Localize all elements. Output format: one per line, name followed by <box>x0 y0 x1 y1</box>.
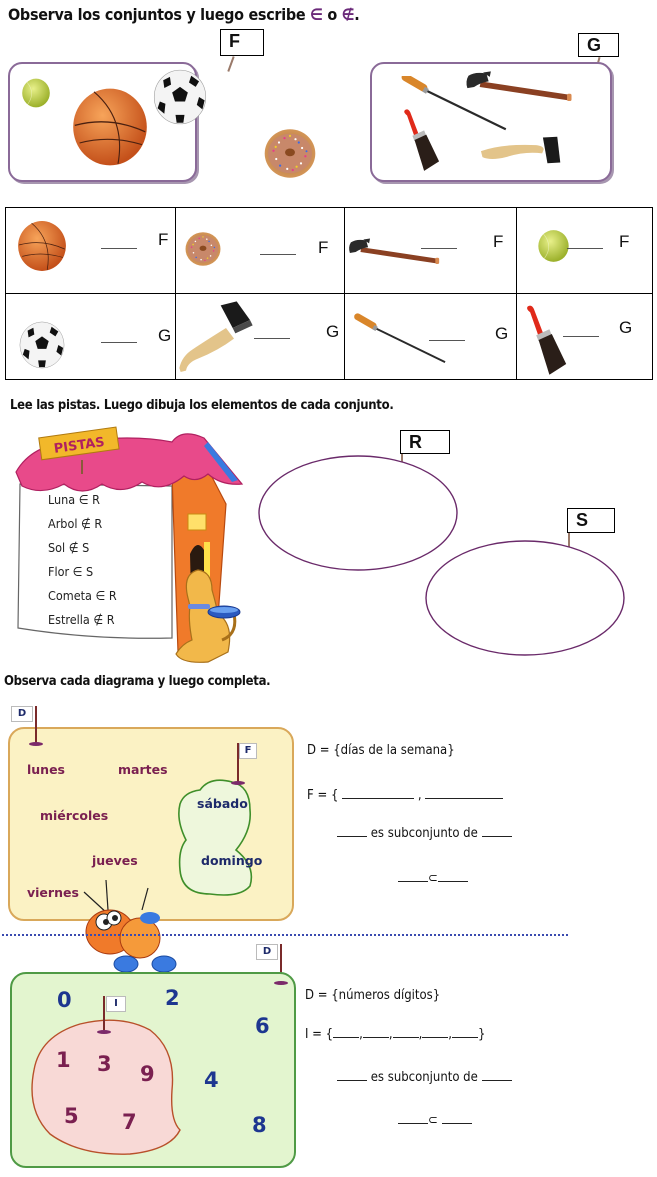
set-f-prefix: F = { <box>307 788 339 803</box>
digit-item: 6 <box>255 1014 270 1038</box>
digit-item: 4 <box>204 1068 219 1092</box>
day-item-inner: sábado <box>197 796 248 811</box>
answer-blank[interactable] <box>438 881 468 882</box>
comma: , <box>417 788 422 803</box>
set-d2-pinhead <box>274 981 288 985</box>
set-d2-flag <box>256 944 278 960</box>
set-f-fill-line <box>307 788 503 803</box>
day-item: jueves <box>92 853 138 868</box>
set-i-pin <box>103 996 105 1030</box>
set-letter: G <box>619 318 633 337</box>
answer-blank[interactable] <box>421 248 457 249</box>
set-letter: F <box>493 232 504 251</box>
set-f-pin <box>227 56 234 72</box>
set-i-pinhead <box>97 1030 111 1034</box>
definition-d-days: D = {días de la semana} <box>307 743 455 758</box>
set-f-flag-text: F <box>244 745 252 756</box>
answer-blank[interactable] <box>342 798 414 799</box>
set-d-flag-text: D <box>17 708 27 719</box>
digit-item-inner: 3 <box>97 1052 112 1076</box>
hammer-icon <box>347 232 443 272</box>
set-letter: G <box>495 324 509 343</box>
set-f-pin2 <box>237 743 239 783</box>
set-letter: F <box>318 238 329 257</box>
table-cell <box>345 208 517 294</box>
answer-blank[interactable] <box>567 248 603 249</box>
title-text: Observa los conjuntos y luego escribe <box>8 5 311 24</box>
subset-symbol-line-1 <box>398 871 468 886</box>
set-f-label <box>220 29 264 56</box>
exercise3-title: Observa cada diagrama y luego completa. <box>4 674 271 689</box>
basketball-icon <box>70 86 150 168</box>
answer-blank[interactable] <box>254 338 290 339</box>
subset-symbol: ⊂ <box>428 1113 438 1128</box>
basketball-icon <box>16 215 68 277</box>
answer-blank[interactable] <box>398 881 428 882</box>
set-letter: G <box>158 326 172 345</box>
subset-symbol-line-2 <box>398 1113 472 1128</box>
title-text-mid: o <box>322 5 342 24</box>
digit-item-inner: 1 <box>56 1048 71 1072</box>
table-cell <box>6 208 176 294</box>
answer-blank[interactable] <box>482 836 512 837</box>
set-letter: F <box>619 232 630 251</box>
digit-item-inner: 7 <box>122 1110 137 1134</box>
answer-blank[interactable] <box>363 1037 389 1038</box>
day-item: viernes <box>27 885 79 900</box>
set-i-flag <box>106 996 126 1012</box>
set-d-flag <box>11 706 33 722</box>
donut-icon <box>184 230 222 268</box>
digit-item-inner: 9 <box>140 1062 155 1086</box>
answer-blank[interactable] <box>337 836 367 837</box>
subset-sentence-1 <box>337 826 512 841</box>
exercise2-title: Lee las pistas. Luego dibuja los elementos de cada conjunto. <box>10 398 394 413</box>
set-i-fill-line <box>305 1027 485 1042</box>
answer-blank[interactable] <box>425 798 503 799</box>
digit-item: 2 <box>165 986 180 1010</box>
answer-blank[interactable] <box>260 254 296 255</box>
clue-item: Cometa ∈ R <box>48 588 117 603</box>
axe-icon <box>178 300 258 376</box>
clue-item: Sol ∉ S <box>48 540 90 555</box>
element-of-symbol: ∈ <box>310 5 323 24</box>
digit-item: 8 <box>252 1113 267 1137</box>
soccer-ball-icon <box>18 318 66 372</box>
dotted-separator <box>2 934 568 936</box>
clue-item: Flor ∈ S <box>48 564 94 579</box>
subset-text: es subconjunto de <box>370 1070 478 1085</box>
answer-blank[interactable] <box>563 336 599 337</box>
comma: , <box>418 1027 423 1042</box>
answer-blank[interactable] <box>422 1037 448 1038</box>
set-g-label-text: G <box>587 35 602 55</box>
table-cell <box>176 294 345 379</box>
set-f-pinhead2 <box>231 781 245 785</box>
table-cell <box>517 294 652 379</box>
answer-blank[interactable] <box>393 1037 419 1038</box>
answer-blank[interactable] <box>452 1037 478 1038</box>
set-s-label <box>567 508 615 533</box>
clue-item: Luna ∈ R <box>48 492 100 507</box>
set-i-suffix: } <box>478 1027 486 1042</box>
digit-item: 0 <box>57 988 72 1012</box>
clue-item: Arbol ∉ R <box>48 516 103 531</box>
set-d-pin <box>35 706 37 744</box>
table-cell <box>6 294 176 379</box>
answer-blank[interactable] <box>442 1123 472 1124</box>
set-f-flag <box>239 743 257 759</box>
ant-mascot-illustration <box>78 880 188 976</box>
set-i-flag-text: I <box>114 998 118 1009</box>
hammer-icon <box>464 68 576 106</box>
tennis-ball-icon <box>537 224 570 268</box>
answer-table <box>5 207 653 380</box>
day-item: miércoles <box>40 808 109 823</box>
day-item: lunes <box>27 762 66 777</box>
day-item-inner: domingo <box>201 853 263 868</box>
answer-blank[interactable] <box>337 1080 367 1081</box>
set-d-pinhead <box>29 742 43 746</box>
set-g-label <box>578 33 619 57</box>
table-cell <box>345 294 517 379</box>
subset-symbol: ⊂ <box>428 871 438 886</box>
answer-blank[interactable] <box>429 340 465 341</box>
donut-icon <box>262 126 318 181</box>
set-d2-pin <box>280 944 282 974</box>
subset-text: es subconjunto de <box>370 826 478 841</box>
comma: , <box>448 1027 452 1042</box>
table-cell <box>517 208 652 294</box>
definition-d-digits: D = {números dígitos} <box>305 988 441 1003</box>
table-cell <box>176 208 345 294</box>
set-r-label-text: R <box>409 432 422 452</box>
paintbrush-icon <box>394 108 450 172</box>
not-element-of-symbol: ∉ <box>341 5 355 24</box>
answer-blank[interactable] <box>398 1123 428 1124</box>
set-letter: F <box>158 230 169 249</box>
exercise1-title <box>8 5 359 24</box>
set-s-label-text: S <box>576 510 589 530</box>
answer-blank[interactable] <box>333 1037 359 1038</box>
paintbrush-icon <box>523 304 571 376</box>
soccer-ball-icon <box>152 68 208 126</box>
digit-item-inner: 5 <box>64 1104 79 1128</box>
set-letter: G <box>326 322 340 341</box>
comma: , <box>359 1027 363 1042</box>
answer-blank[interactable] <box>482 1080 512 1081</box>
clue-item: Estrella ∉ R <box>48 612 115 627</box>
subset-sentence-2 <box>337 1070 512 1085</box>
axe-icon <box>465 136 577 170</box>
set-i-prefix: I = { <box>305 1027 334 1042</box>
set-f-label-text: F <box>229 31 240 51</box>
title-text-suffix: . <box>354 5 360 24</box>
comma: , <box>388 1027 393 1042</box>
day-item: martes <box>118 762 168 777</box>
answer-blank[interactable] <box>101 248 137 249</box>
set-s-ellipse[interactable] <box>420 536 630 666</box>
pistas-sign-text: PISTAS <box>52 434 106 457</box>
tennis-ball-icon <box>21 74 51 112</box>
clue-list <box>48 488 117 632</box>
set-d2-flag-text: D <box>262 946 272 957</box>
answer-blank[interactable] <box>101 342 137 343</box>
